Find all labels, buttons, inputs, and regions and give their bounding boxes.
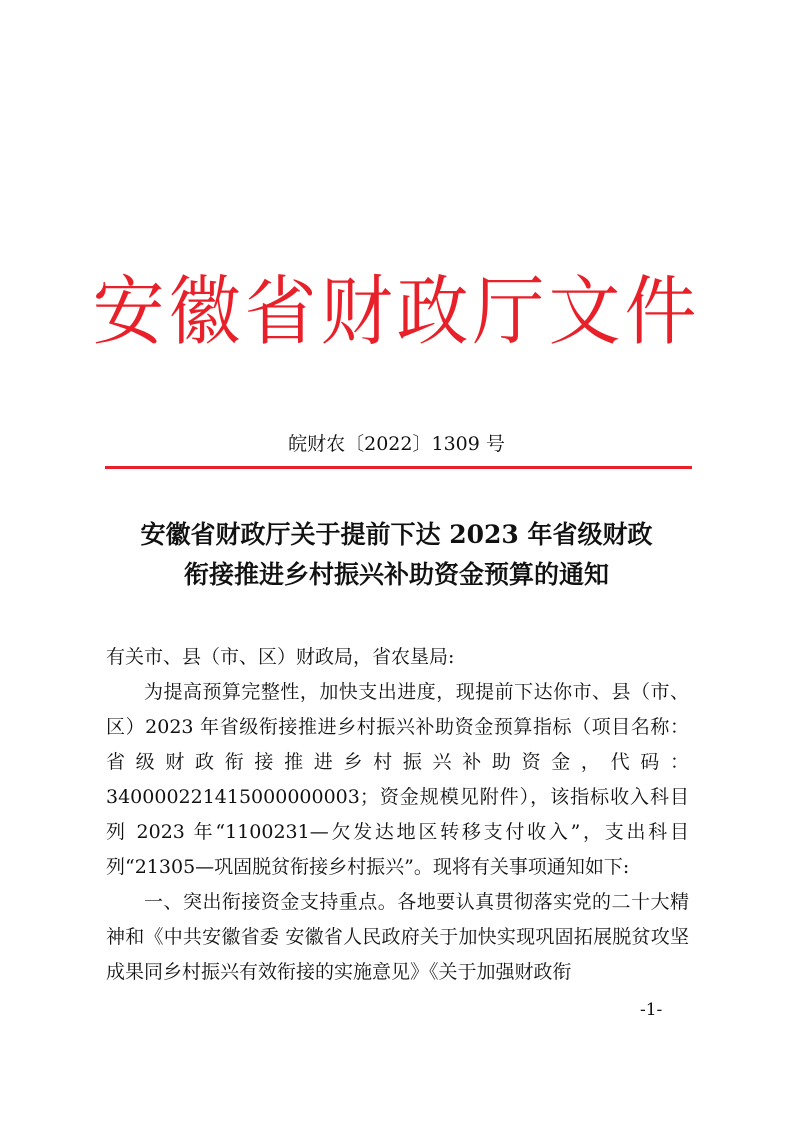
document-number: 皖财农〔2022〕1309 号 [288,433,505,455]
page-number: -1- [640,1000,663,1020]
notice-title-line-1: 安徽省财政厅关于提前下达 2023 年省级财政 [140,520,653,549]
salutation: 有关市、县（市、区）财政局，省农垦局: [106,646,455,668]
body-paragraph-1: 为提高预算完整性，加快支出进度，现提前下达你市、县（市、区）2023 年省级衔接推进乡村振兴补助资金预算指标（项目名称：省级财政衔接推进乡村振兴补助资金，代码：340000221415000000003；资金规模见附件），该指标收入科目列 2023 年“1100231—欠发达地区转移支付收入”，支出科目列“21305—巩固脱贫衔接乡村振兴”。现将有关事项通知如下: [106,681,689,878]
notice-title [100,515,693,595]
red-divider-line [105,466,692,469]
notice-body [106,640,689,990]
body-paragraph-2: 一、突出衔接资金支持重点。各地要认真贯彻落实党的二十大精神和《中共安徽省委 安徽省人民政府关于加快实现巩固拓展脱贫攻坚成果同乡村振兴有效衔接的实施意见》《关于加强财政衔 [106,891,689,983]
notice-title-line-2: 衔接推进乡村振兴补助资金预算的通知 [183,560,609,589]
masthead-title: 安徽省财政厅文件 [92,266,701,356]
